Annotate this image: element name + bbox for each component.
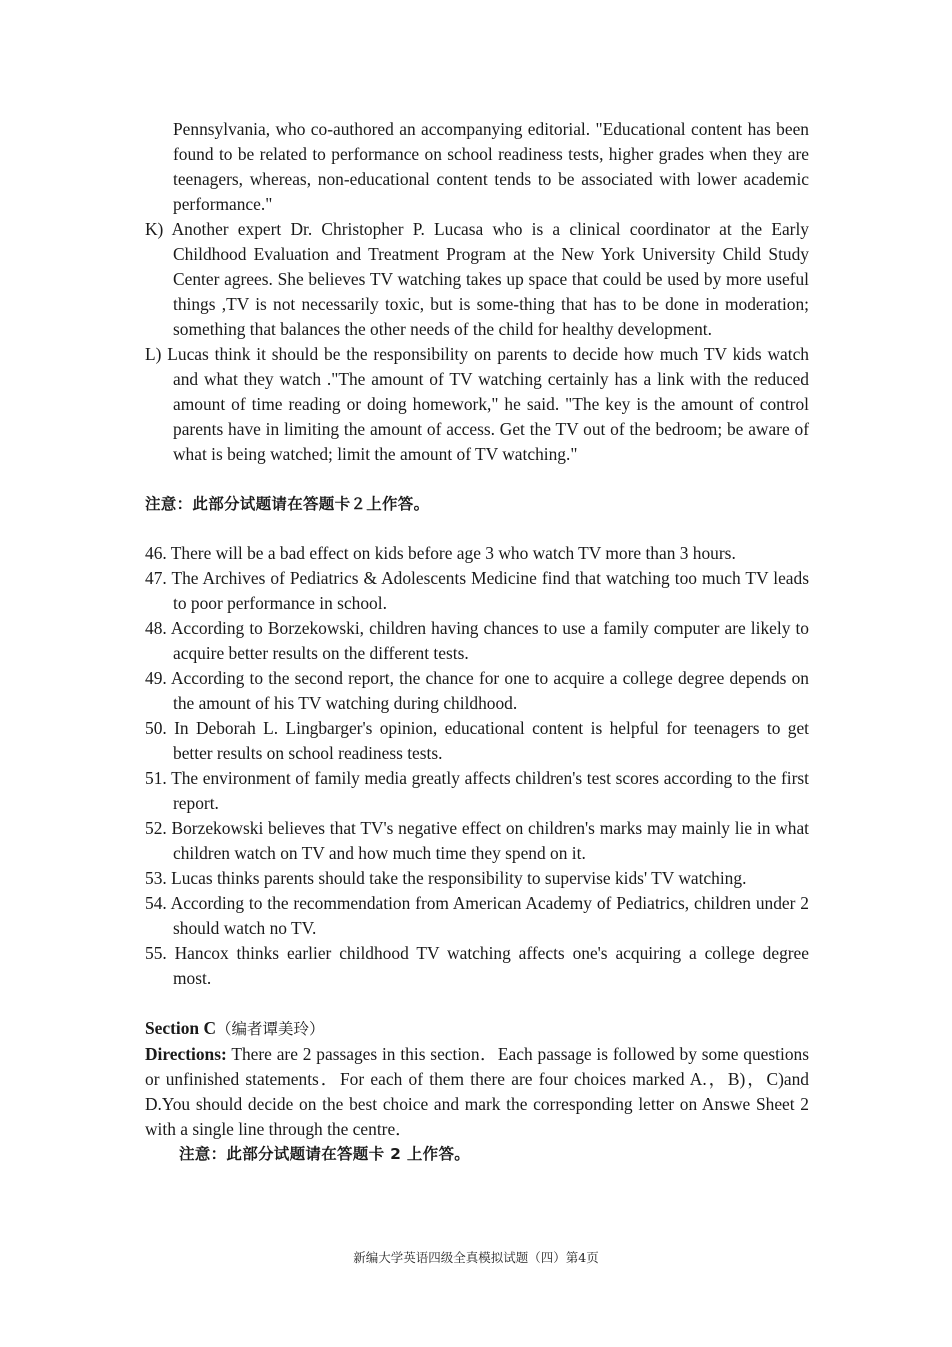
section-c-heading (145, 1016, 809, 1042)
question-50: 50. In Deborah L. Lingbarger's opinion, educational content is helpful for teenagers to get better results on school readiness tests. (145, 718, 809, 763)
passage-l: L) Lucas think it should be the responsibility on parents to decide how much TV kids watch and what they watch ."The amount of TV watching certainly has a link with the reduced amount of time reading or doing homework," he said. "The key is the amount of control parents have in limiting the amount of access. Get the TV out of the bedroom; be aware of what is being watched; limit the amount of TV watching." (145, 344, 809, 464)
question-47: 47. The Archives of Pediatrics & Adolescents Medicine find that watching too much TV leads to poor performance in school. (145, 568, 809, 613)
directions-label: Directions: (145, 1044, 227, 1064)
question-53: 53. Lucas thinks parents should take the responsibility to supervise kids' TV watching. (145, 868, 747, 888)
page-content (145, 117, 809, 1167)
section-c-editor: （编者谭美玲） (216, 1020, 325, 1038)
question-49: 49. According to the second report, the chance for one to acquire a college degree depends on the amount of his TV watching during childhood. (145, 668, 809, 713)
question-55: 55. Hancox thinks earlier childhood TV watching affects one's acquiring a college degree most. (145, 943, 809, 988)
section-c-notice: 注意：此部分试题请在答题卡 2 上作答。 (179, 1145, 471, 1163)
directions-text: There are 2 passages in this section．Each passage is followed by some questions or unfinished statements．For each of them there are four choices marked A.，B)，C)and D.You should decide on the best choice and mark the corresponding letter on Answe Sheet 2 with a single line through the centre． (145, 1044, 809, 1139)
page-footer: 新编大学英语四级全真模拟试题（四）第4页 (353, 1250, 599, 1265)
passage-k: K) Another expert Dr. Christopher P. Lucasa who is a clinical coordinator at the Early Childhood Evaluation and Treatment Program at the New York University Child Study Center agrees. She believes TV watching takes up space that could be used by more useful things ,TV is not necessarily toxic, but is some-thing that has to be done in moderation; something that balances the other needs of the child for healthy development. (145, 219, 809, 339)
question-48: 48. According to Borzekowski, children having chances to use a family computer are likely to acquire better results on the different tests. (145, 618, 809, 663)
answer-sheet-notice: 注意：此部分试题请在答题卡２上作答。 (145, 495, 430, 513)
question-46: 46. There will be a bad effect on kids before age 3 who watch TV more than 3 hours. (145, 543, 736, 563)
section-c-title: Section C (145, 1018, 217, 1038)
section-c-directions (145, 1042, 809, 1142)
question-51: 51. The environment of family media greatly affects children's test scores according to the first report. (145, 768, 809, 813)
question-52: 52. Borzekowski believes that TV's negative effect on children's marks may mainly lie in what children watch on TV and how much time they spend on it. (145, 818, 809, 863)
question-54: 54. According to the recommendation from American Academy of Pediatrics, children under 2 should watch no TV. (145, 893, 809, 938)
question-list (145, 541, 809, 991)
passage-j-continuation: Pennsylvania, who co-authored an accompanying editorial. "Educational content has been found to be related to performance on school readiness tests, higher grades when they are teenagers, whereas, non-educational content tends to be associated with lower academic performance." (173, 119, 809, 214)
